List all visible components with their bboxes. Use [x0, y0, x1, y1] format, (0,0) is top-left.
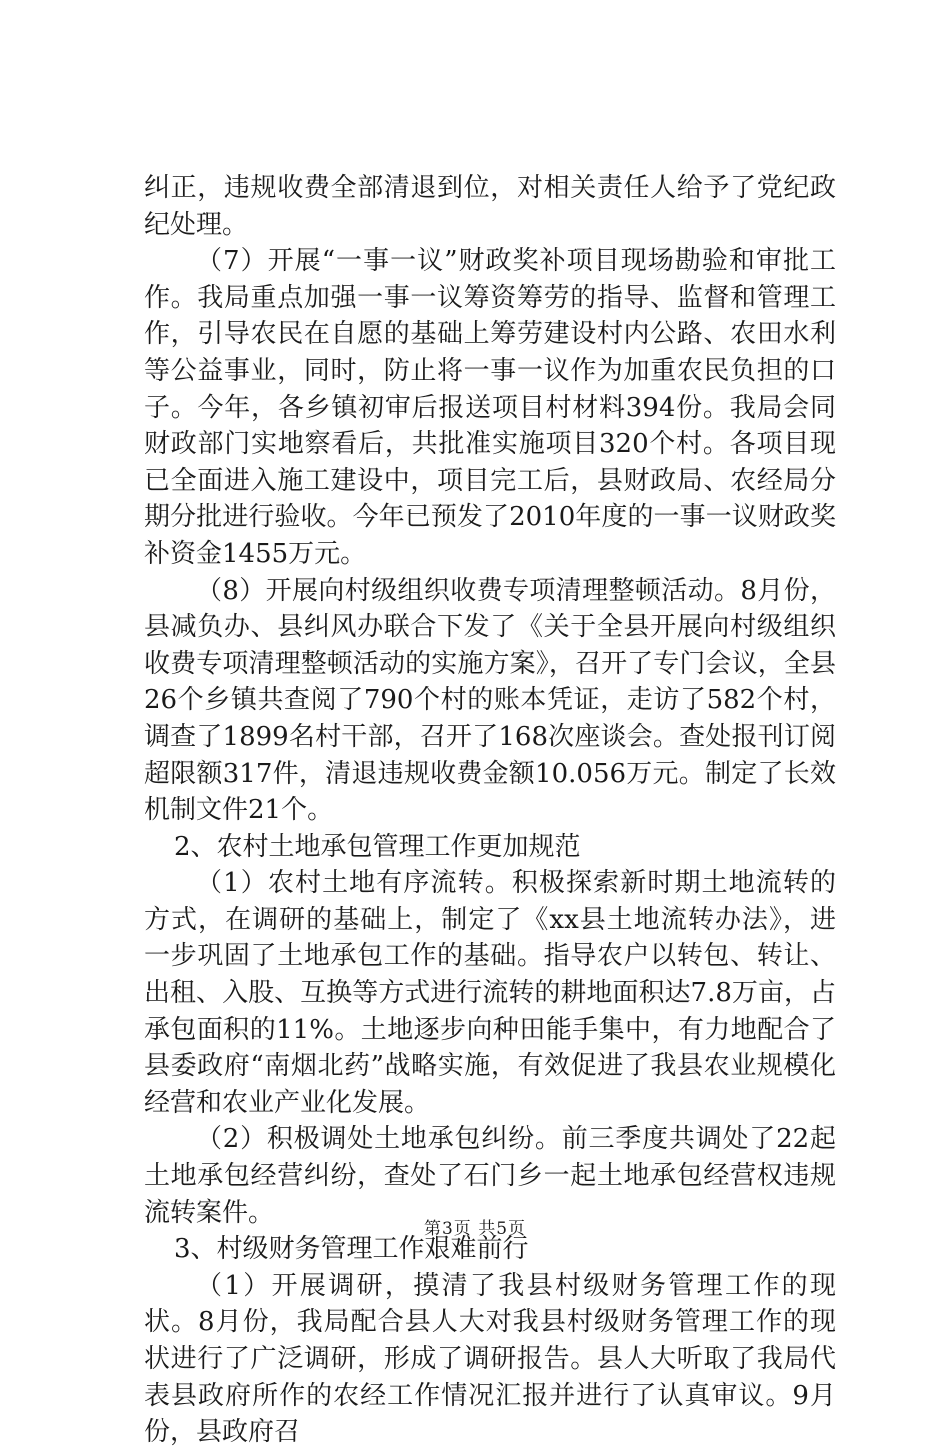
document-body [144, 170, 836, 1451]
paragraph-land-disputes: （2）积极调处土地承包纠纷。前三季度共调处了22起土地承包经营纠纷，查处了石门乡一起土地承包经营权违规流转案件。 [144, 1124, 836, 1228]
section-heading-2: 2、农村土地承包管理工作更加规范 [174, 831, 581, 862]
paragraph-village-finance: （1）开展调研，摸清了我县村级财务管理工作的现状。8月份，我局配合县人大对我县村级财务管理工作的现状进行了广泛调研，形成了调研报告。县人大听取了我局代表县政府所作的农经工作情况汇报并进行了认真审议。9月份，县政府召 [144, 1270, 836, 1448]
section-heading-3: 3、村级财务管理工作艰难前行 [174, 1234, 529, 1265]
paragraph-land-transfer: （1）农村土地有序流转。积极探索新时期土地流转的方式，在调研的基础上，制定了《xx县土地流转办法》，进一步巩固了土地承包工作的基础。指导农户以转包、转让、出租、入股、互换等方式进行流转的耕地面积达7.8万亩，占承包面积的11%。土地逐步向种田能手集中，有力地配合了县委政府“南烟北药”战略实施，有效促进了我县农业规模化经营和农业产业化发展。 [144, 868, 836, 1118]
paragraph-item-8: （8）开展向村级组织收费专项清理整顿活动。8月份，县减负办、县纠风办联合下发了《关于全县开展向村级组织收费专项清理整顿活动的实施方案》，召开了专门会议，全县26个乡镇共查阅了790个村的账本凭证，走访了582个村，调查了1899名村干部，召开了168次座谈会。查处报刊订阅超限额317件，清退违规收费金额10.056万元。制定了长效机制文件21个。 [144, 575, 836, 826]
page-number-footer: 第3页 共5页 [423, 1219, 527, 1239]
paragraph-item-7: （7）开展“一事一议”财政奖补项目现场勘验和审批工作。我局重点加强一事一议筹资筹劳的指导、监督和管理工作，引导农民在自愿的基础上筹劳建设村内公路、农田水利等公益事业，同时，防止将一事一议作为加重农民负担的口子。今年，各乡镇初审后报送项目村材料394份。我局会同财政部门实地察看后，共批准实施项目320个村。各项目现已全面进入施工建设中，项目完工后，县财政局、农经局分期分批进行验收。今年已预发了2010年度的一事一议财政奖补资金1455万元。 [144, 246, 836, 569]
paragraph-continuation: 纠正，违规收费全部清退到位，对相关责任人给予了党纪政纪处理。 [144, 173, 836, 240]
